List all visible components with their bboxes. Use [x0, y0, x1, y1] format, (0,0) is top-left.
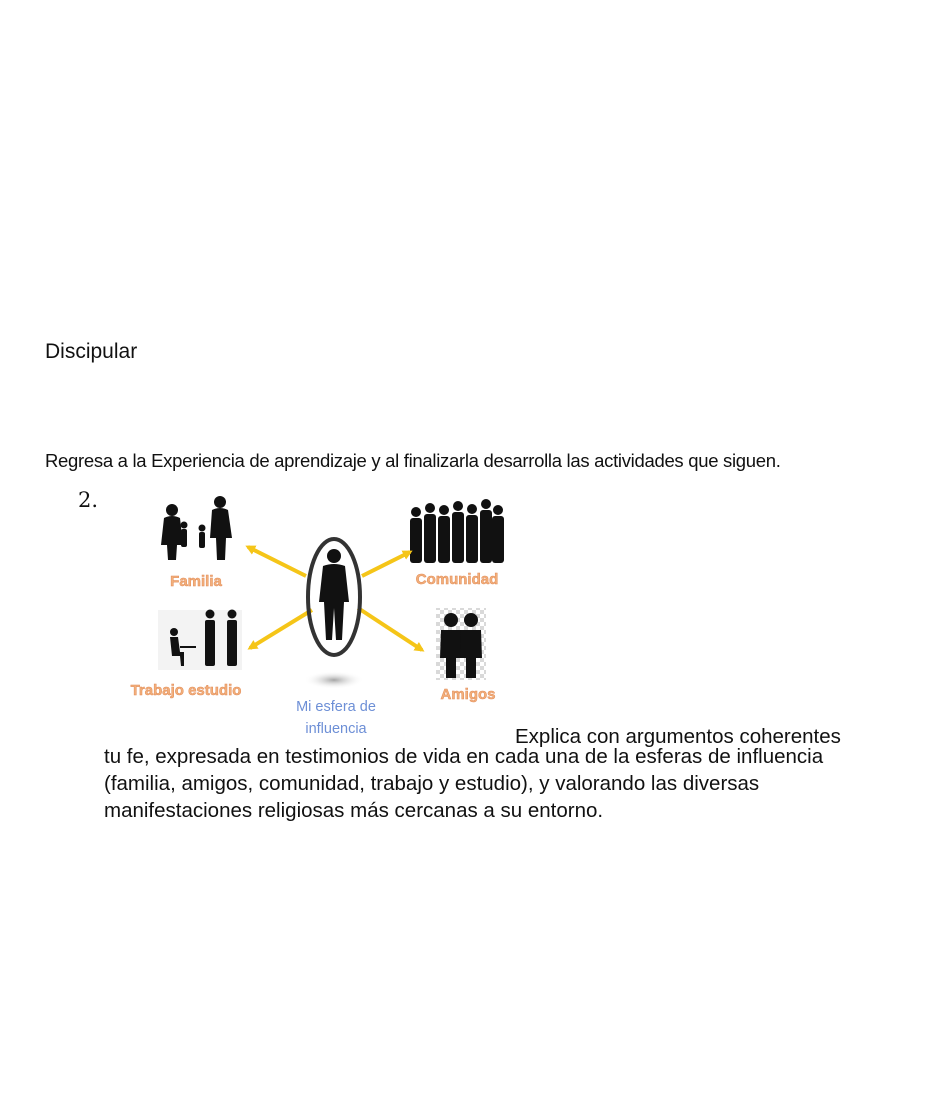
item-number: 2.	[78, 488, 99, 512]
intro-text: Regresa a la Experiencia de aprendizaje y al finalizarla desarrolla las actividades que siguen.	[45, 450, 781, 471]
work-study-icon	[158, 610, 242, 671]
family-silhouette-icon	[161, 496, 232, 560]
arrow-to-work	[250, 610, 312, 648]
instruction-paragraph: tu fe, expresada en testimonios de vida en cada una de la esferas de influencia (familia, amigos, comunidad, trabajo y estudio), y valorando las diversas manifestaciones religiosas más cercanas a su entorno.	[104, 745, 824, 822]
arrow-to-family	[248, 547, 306, 576]
section-heading: Discipular	[45, 340, 138, 363]
community-crowd-icon	[410, 499, 504, 563]
sphere-of-influence-diagram	[120, 490, 520, 740]
ground-shadow	[304, 671, 364, 689]
label-center-line1: Mi esfera de	[296, 699, 376, 715]
arrow-to-friends	[358, 608, 422, 650]
label-friends: Amigos	[440, 686, 496, 703]
arrow-to-community	[362, 552, 410, 576]
label-community: Comunidad	[415, 571, 499, 588]
person-icon	[319, 549, 349, 640]
label-family: Familia	[170, 573, 222, 590]
label-center-line2: influencia	[305, 721, 367, 737]
friends-icon	[436, 608, 486, 680]
instruction-first-line: Explica con argumentos coherentes	[515, 725, 841, 748]
label-work-study: Trabajo estudio	[130, 682, 242, 699]
